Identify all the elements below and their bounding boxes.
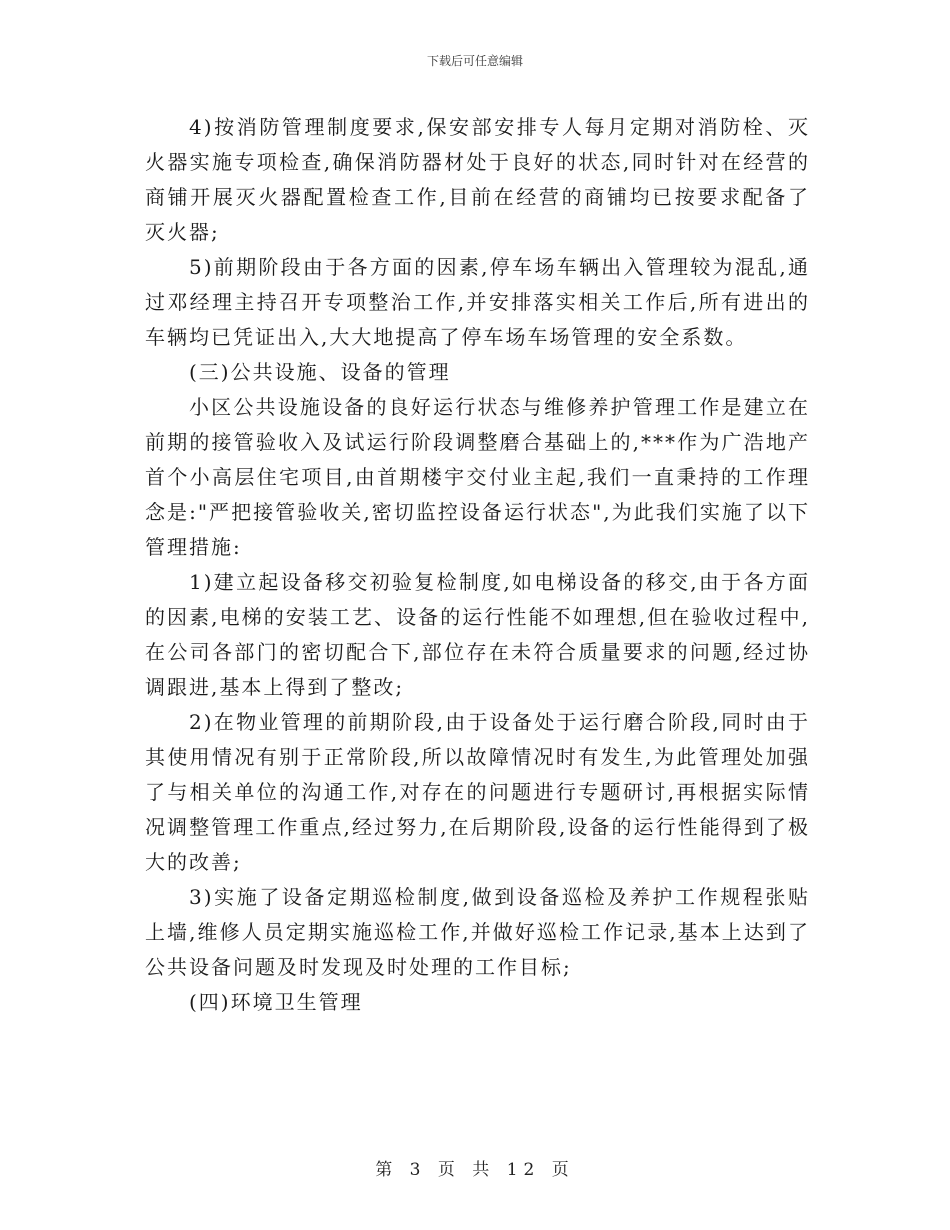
paragraph-fire-equipment: 4)按消防管理制度要求,保安部安排专人每月定期对消防栓、灭火器实施专项检查,确保消防器材处于良好的状态,同时针对在经营的商铺开展灭火器配置检查工作,目前在经营的商铺均已按要求配备了灭火器; [145, 115, 810, 244]
page-footer: 第 3 页 共 12 页 [375, 1160, 575, 1180]
section-heading-environment: (四)环境卫生管理 [189, 990, 363, 1014]
paragraph-parking: 5)前期阶段由于各方面的因素,停车场车辆出入管理较为混乱,通过邓经理主持召开专项整治工作,并安排落实相关工作后,所有进出的车辆均已凭证出入,大大地提高了停车场车场管理的安全系数。 [145, 255, 810, 349]
section-heading-facilities: (三)公共设施、设备的管理 [189, 360, 451, 384]
paragraph-elevator-handover: 1)建立起设备移交初验复检制度,如电梯设备的移交,由于各方面的因素,电梯的安装工艺、设备的运行性能不如理想,但在验收过程中,在公司各部门的密切配合下,部位存在未符合质量要求的问题,经过协调跟进,基本上得到了整改; [145, 570, 810, 699]
document-body [145, 110, 810, 1020]
paragraph-early-stage: 2)在物业管理的前期阶段,由于设备处于运行磨合阶段,同时由于其使用情况有别于正常阶段,所以故障情况时有发生,为此管理处加强了与相关单位的沟通工作,对存在的问题进行专题研讨,再根据实际情况调整管理工作重点,经过努力,在后期阶段,设备的运行性能得到了极大的改善; [145, 710, 810, 874]
paragraph-facilities-intro: 小区公共设施设备的良好运行状态与维修养护管理工作是建立在前期的接管验收入及试运行阶段调整磨合基础上的,***作为广浩地产首个小高层住宅项目,由首期楼宇交付业主起,我们一直秉持的工作理念是:"严把接管验收关,密切监控设备运行状态",为此我们实施了以下管理措施: [145, 395, 810, 559]
page-header: 下载后可任意编辑 [426, 54, 523, 68]
paragraph-inspection: 3)实施了设备定期巡检制度,做到设备巡检及养护工作规程张贴上墙,维修人员定期实施巡检工作,并做好巡检工作记录,基本上达到了公共设备问题及时发现及时处理的工作目标; [145, 885, 810, 979]
